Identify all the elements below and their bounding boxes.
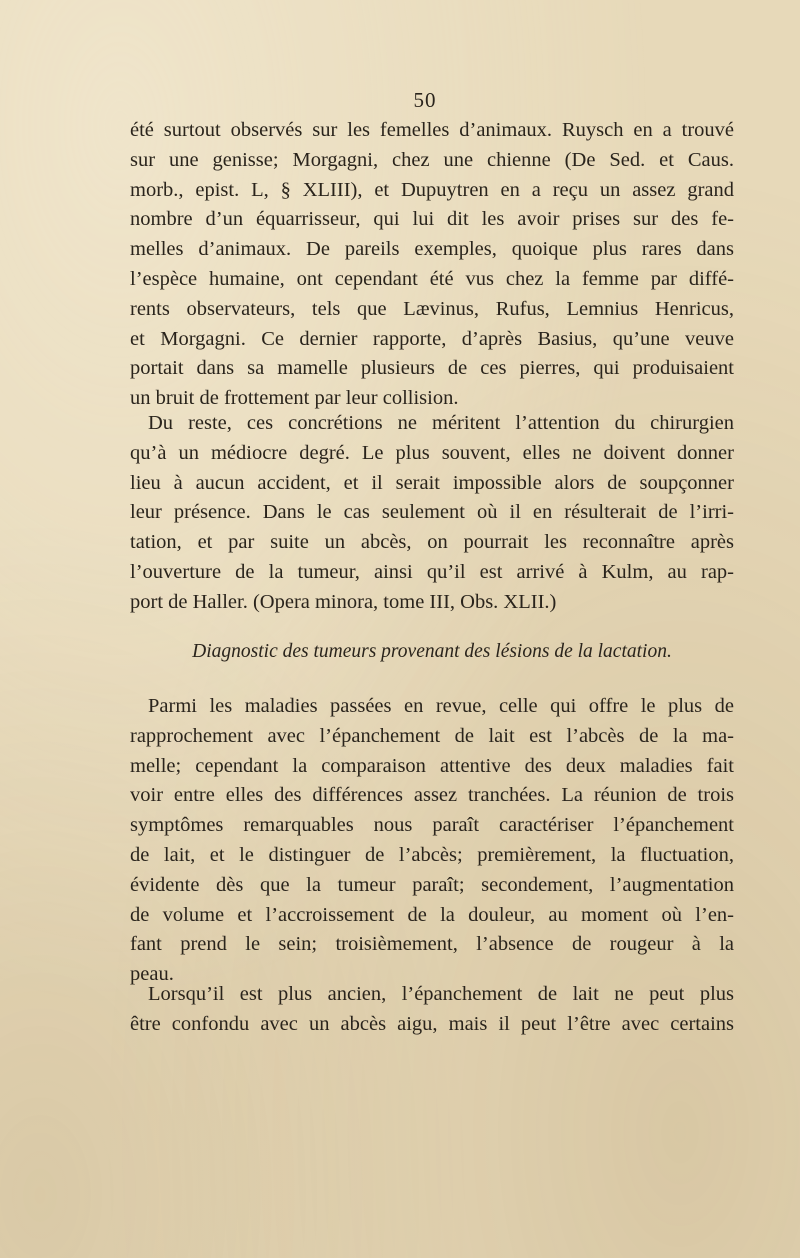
text-line: morb., epist. L, § XLIII), et Dupuytren en a reçu un assez grand (130, 178, 734, 201)
text-line: être confondu avec un abcès aigu, mais il peut l’être avec certains (130, 1012, 734, 1035)
text-line: de volume et l’accroissement de la douleur, au moment où l’en- (130, 903, 734, 926)
text-line: Lorsqu’il est plus ancien, l’épanchement de lait ne peut plus (148, 983, 734, 1005)
text-line: port de Haller. (Opera minora, tome III, Obs. XLII.) (130, 590, 557, 613)
text-line: voir entre elles des différences assez tranchées. La réunion de trois (130, 784, 734, 807)
text-line: l’espèce humaine, ont cependant été vus chez la femme par diffé- (130, 267, 734, 290)
text-line: évidente dès que la tumeur paraît; secondement, l’augmentation (130, 873, 734, 896)
text-line: fant prend le sein; troisièmement, l’absence de rougeur à la (130, 933, 734, 956)
text-line: l’ouverture de la tumeur, ainsi qu’il est arrivé à Kulm, au rap- (130, 560, 734, 583)
text-line: rapprochement avec l’épanchement de lait est l’abcès de la ma- (130, 724, 734, 747)
text-line: de lait, et le distinguer de l’abcès; premièrement, la fluctuation, (130, 843, 734, 866)
text-line: nombre d’un équarrisseur, qui lui dit les avoir prises sur des fe- (130, 208, 734, 231)
paragraph-du-reste (130, 409, 734, 618)
text-line: symptômes remarquables nous paraît caractériser l’épanchement (130, 814, 734, 837)
text-line: peau. (130, 963, 174, 986)
paragraph-lorsquil (130, 980, 734, 1040)
text-line: qu’à un médiocre degré. Le plus souvent, elles ne doivent donner (130, 441, 734, 464)
text-line: un bruit de frottement par leur collision. (130, 387, 459, 410)
text-line: leur présence. Dans le cas seulement où il en résulterait de l’irri- (130, 501, 734, 524)
text-line: melle; cependant la comparaison attentive des deux maladies fait (130, 754, 734, 777)
text-line: melles d’animaux. De pareils exemples, quoique plus rares dans (130, 238, 734, 261)
paragraph-concretions-animals (130, 116, 734, 414)
text-line: portait dans sa mamelle plusieurs de ces pierres, qui produisaient (130, 357, 734, 380)
text-line: sur une genisse; Morgagni, chez une chienne (De Sed. et Caus. (130, 148, 734, 171)
paragraph-parmi-les-maladies (130, 692, 734, 990)
section-heading (130, 637, 734, 667)
text-line: lieu à aucun accident, et il serait impossible alors de soupçonner (130, 471, 734, 494)
text-line: tation, et par suite un abcès, on pourrait les reconnaître après (130, 531, 734, 554)
text-line: Du reste, ces concrétions ne méritent l’attention du chirurgien (148, 412, 734, 434)
text-line: Parmi les maladies passées en revue, celle qui offre le plus de (148, 695, 734, 717)
text-line: et Morgagni. Ce dernier rapporte, d’après Basius, qu’une veuve (130, 327, 734, 350)
text-line: été surtout observés sur les femelles d’animaux. Ruysch en a trouvé (130, 119, 734, 141)
page-number: 50 (413, 88, 437, 112)
text-line: rents observateurs, tels que Lævinus, Rufus, Lemnius Henricus, (130, 297, 734, 320)
section-heading-text: Diagnostic des tumeurs provenant des lésions de la lactation. (192, 641, 672, 662)
